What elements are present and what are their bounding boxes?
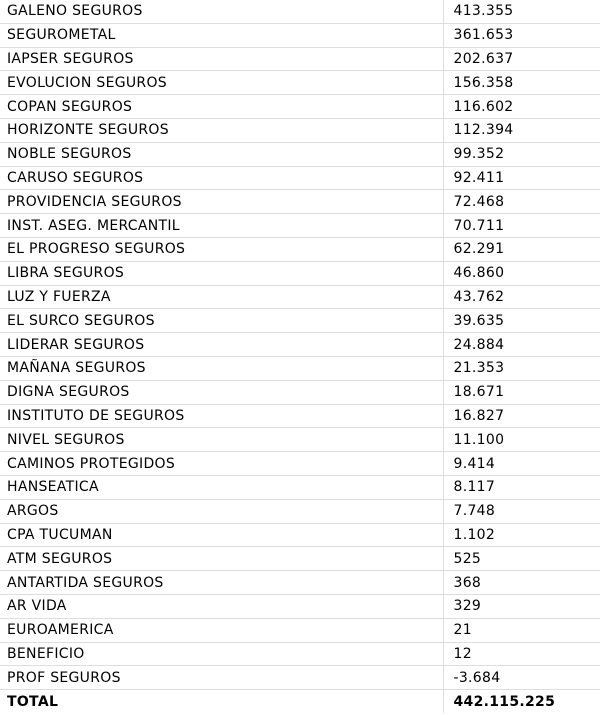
- insurer-value-cell: 72.468: [443, 190, 600, 214]
- insurer-value-cell: 525: [443, 547, 600, 571]
- total-label-cell: TOTAL: [7, 693, 59, 710]
- table-row: [0, 547, 600, 571]
- table-row: [0, 642, 600, 666]
- table-row: [0, 356, 600, 380]
- insurer-value-cell: 368: [443, 571, 600, 595]
- insurer-name-cell: EUROAMERICA: [0, 618, 443, 642]
- insurer-value-cell: 1.102: [443, 523, 600, 547]
- insurer-value-cell: 329: [443, 594, 600, 618]
- insurer-name-cell: NOBLE SEGUROS: [0, 142, 443, 166]
- insurer-value-cell: 12: [443, 642, 600, 666]
- insurer-value-cell: 92.411: [443, 166, 600, 190]
- insurer-value-cell: 70.711: [443, 214, 600, 238]
- insurer-value-cell: 361.653: [443, 23, 600, 47]
- table-row: [0, 499, 600, 523]
- table-row: [0, 333, 600, 357]
- insurer-value-cell: 18.671: [443, 380, 600, 404]
- insurer-name-cell: EL PROGRESO SEGUROS: [0, 237, 443, 261]
- table-row: [0, 23, 600, 47]
- insurer-name-cell: LIBRA SEGUROS: [0, 261, 443, 285]
- insurer-value-cell: 11.100: [443, 428, 600, 452]
- insurer-value-cell: 7.748: [443, 499, 600, 523]
- insurer-value-cell: 8.117: [443, 475, 600, 499]
- insurer-value-cell: 39.635: [443, 309, 600, 333]
- insurer-value-cell: 24.884: [443, 333, 600, 357]
- insurer-name-cell: HANSEATICA: [0, 475, 443, 499]
- insurer-value-cell: 16.827: [443, 404, 600, 428]
- table-row: [0, 428, 600, 452]
- table-row: [0, 118, 600, 142]
- table-row: [0, 261, 600, 285]
- insurer-value-cell: 9.414: [443, 452, 600, 476]
- insurer-name-cell: GALENO SEGUROS: [0, 0, 443, 23]
- table-row: [0, 142, 600, 166]
- table-row: [0, 571, 600, 595]
- insurer-name-cell: HORIZONTE SEGUROS: [0, 118, 443, 142]
- insurer-name-cell: AR VIDA: [0, 594, 443, 618]
- table-row: [0, 0, 600, 23]
- insurer-value-cell: 21.353: [443, 356, 600, 380]
- table-row: [0, 71, 600, 95]
- insurer-name-cell: INST. ASEG. MERCANTIL: [0, 214, 443, 238]
- table-row: [0, 214, 600, 238]
- table-row: [0, 47, 600, 71]
- insurer-name-cell: DIGNA SEGUROS: [0, 380, 443, 404]
- insurer-name-cell: LUZ Y FUERZA: [0, 285, 443, 309]
- insurer-value-cell: 413.355: [443, 0, 600, 23]
- table-row: [0, 523, 600, 547]
- table-row: [0, 95, 600, 119]
- insurer-name-cell: COPAN SEGUROS: [0, 95, 443, 119]
- table-row: [0, 404, 600, 428]
- insurer-name-cell: LIDERAR SEGUROS: [0, 333, 443, 357]
- insurer-value-cell: 62.291: [443, 237, 600, 261]
- insurer-name-cell: CAMINOS PROTEGIDOS: [0, 452, 443, 476]
- insurer-name-cell: CARUSO SEGUROS: [0, 166, 443, 190]
- insurer-name-cell: ANTARTIDA SEGUROS: [0, 571, 443, 595]
- table-row: [0, 285, 600, 309]
- table-row: [0, 594, 600, 618]
- insurer-name-cell: SEGUROMETAL: [0, 23, 443, 47]
- insurer-name-cell: BENEFICIO: [0, 642, 443, 666]
- table-row: [0, 166, 600, 190]
- insurer-name-cell: NIVEL SEGUROS: [0, 428, 443, 452]
- insurer-value-cell: 116.602: [443, 95, 600, 119]
- insurer-name-cell: MAÑANA SEGUROS: [0, 356, 443, 380]
- insurer-value-cell: -3.684: [443, 666, 600, 690]
- total-row: [0, 690, 600, 713]
- insurer-name-cell: ATM SEGUROS: [0, 547, 443, 571]
- insurer-value-cell: 202.637: [443, 47, 600, 71]
- insurer-value-cell: 21: [443, 618, 600, 642]
- insurer-name-cell: INSTITUTO DE SEGUROS: [0, 404, 443, 428]
- insurer-name-cell: EL SURCO SEGUROS: [0, 309, 443, 333]
- insurer-value-cell: 43.762: [443, 285, 600, 309]
- insurer-name-cell: CPA TUCUMAN: [0, 523, 443, 547]
- insurer-name-cell: IAPSER SEGUROS: [0, 47, 443, 71]
- insurer-name-cell: ARGOS: [0, 499, 443, 523]
- table-row: [0, 309, 600, 333]
- table-row: [0, 618, 600, 642]
- table-row: [0, 237, 600, 261]
- insurer-value-cell: 99.352: [443, 142, 600, 166]
- table-row: [0, 475, 600, 499]
- insurer-value-cell: 112.394: [443, 118, 600, 142]
- table-row: [0, 666, 600, 690]
- table-row: [0, 452, 600, 476]
- insurer-value-cell: 156.358: [443, 71, 600, 95]
- table-row: [0, 190, 600, 214]
- insurer-value-cell: 46.860: [443, 261, 600, 285]
- table-row: [0, 380, 600, 404]
- total-value-cell: 442.115.225: [443, 690, 600, 713]
- insurer-name-cell: PROF SEGUROS: [0, 666, 443, 690]
- insurer-name-cell: EVOLUCION SEGUROS: [0, 71, 443, 95]
- insurer-name-cell: PROVIDENCIA SEGUROS: [0, 190, 443, 214]
